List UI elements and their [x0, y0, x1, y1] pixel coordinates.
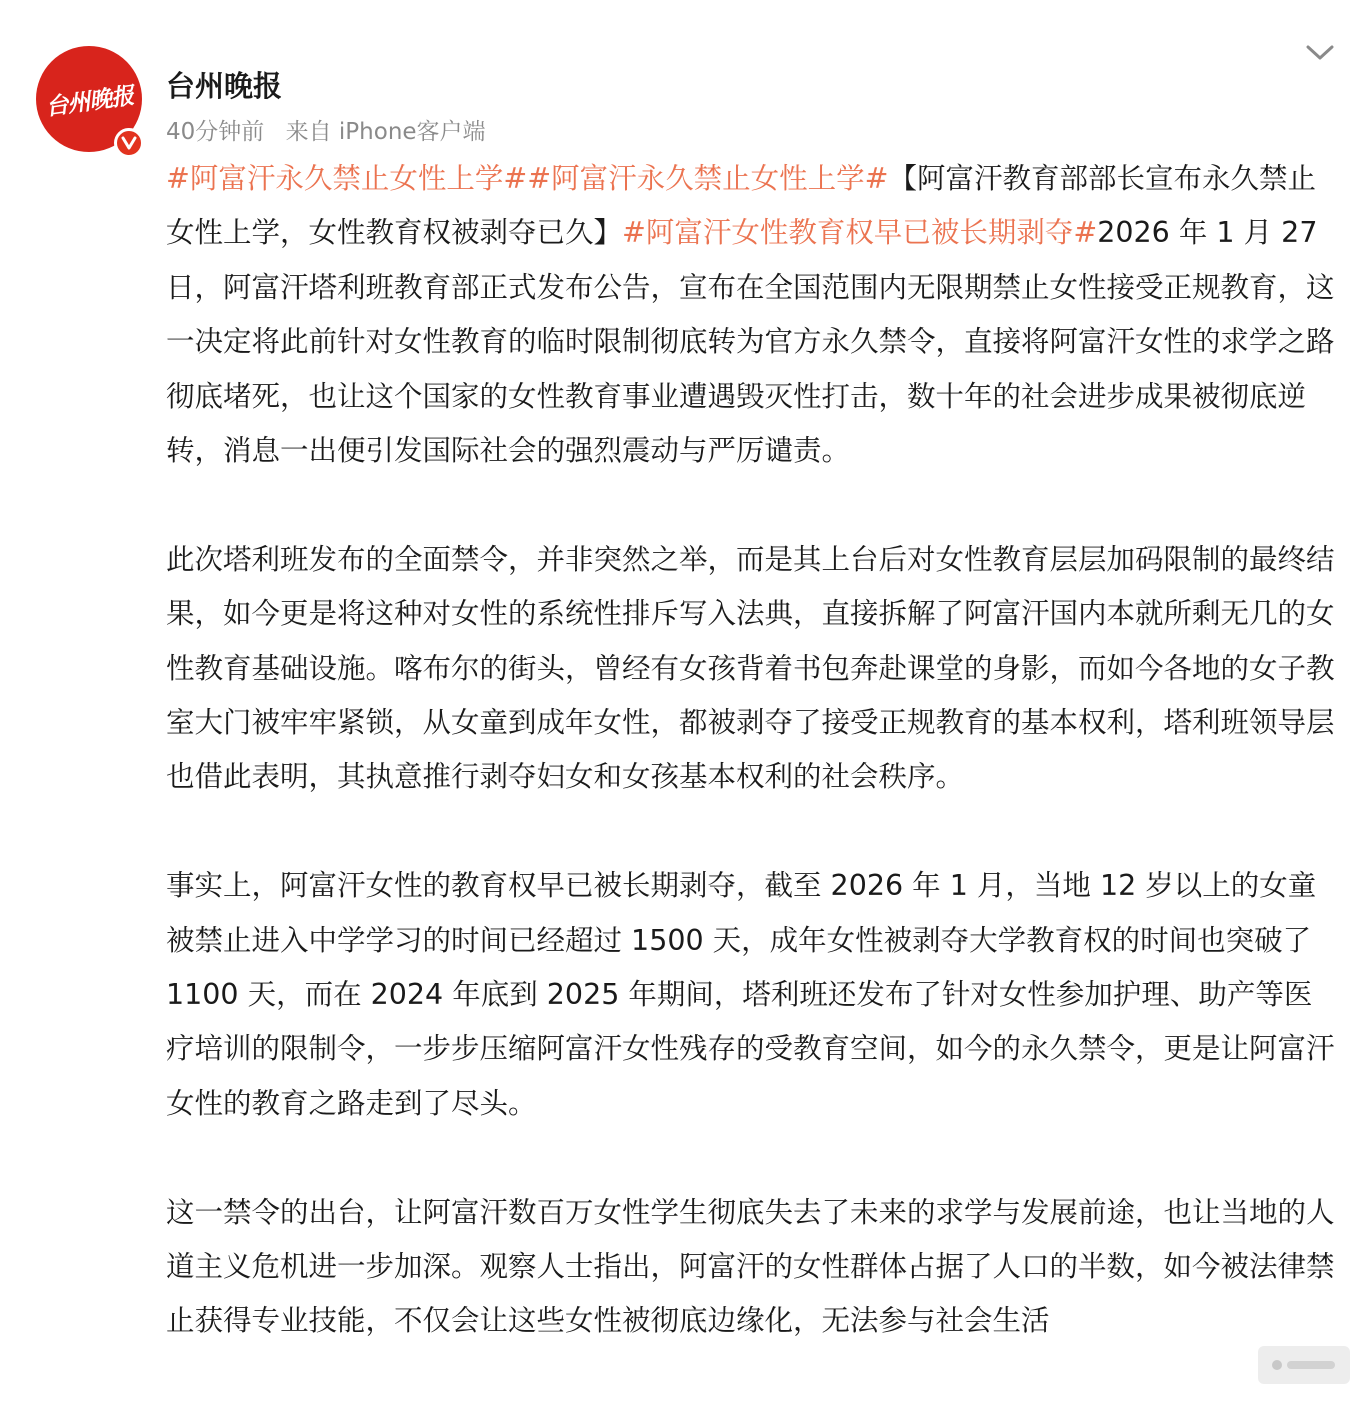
topic-link[interactable]: #阿富汗女性教育权早已被长期剥夺#: [622, 216, 1098, 250]
post-time[interactable]: 40分钟前: [166, 119, 265, 145]
topic-link[interactable]: #阿富汗永久禁止女性上学#: [527, 162, 889, 195]
chevron-down-icon: [1306, 45, 1334, 61]
paragraph-1: [166, 152, 1336, 478]
weibo-watermark-icon: [1258, 1346, 1350, 1384]
paragraph-3: 事实上，阿富汗女性的教育权早已被长期剥夺，截至 2026 年 1 月，当地 12 岁以上的女童被禁止进入中学学习的时间已经超过 1500 天，成年女性被剥夺大学教育权的时间也突破了 1100 天，而在 2024 年底到 2025 年期间，塔利班还发布了针对女性参加护理、助产等医疗培训的限制令，一步步压缩阿富汗女性残存的受教育空间，如今的永久禁令，更是让阿富汗女性的教育之路走到了尽头。: [166, 869, 1335, 1120]
paragraph-2: 此次塔利班发布的全面禁令，并非突然之举，而是其上台后对女性教育层层加码限制的最终结果，如今更是将这种对女性的系统性排斥写入法典，直接拆解了阿富汗国内本就所剩无几的女性教育基础设施。喀布尔的街头，曾经有女孩背着书包奔赴课堂的身影，而如今各地的女子教室大门被牢牢紧锁，从女童到成年女性，都被剥夺了接受正规教育的基本权利，塔利班领导层也借此表明，其执意推行剥夺妇女和女孩基本权利的社会秩序。: [166, 542, 1335, 794]
avatar-logo-text: 台州晚报: [43, 81, 135, 121]
post-source: 来自 iPhone客户端: [285, 119, 486, 145]
paragraph-4: 这一禁令的出台，让阿富汗数百万女性学生彻底失去了未来的求学与发展前途，也让当地的人道主义危机进一步加深。观察人士指出，阿富汗的女性群体占据了人口的半数，如今被法律禁止获得专业技能，不仅会让这些女性被彻底边缘化，无法参与社会生活: [166, 1195, 1335, 1338]
post-content: [166, 152, 1336, 1403]
post-headline: 【阿富汗教育部部长宣布永久禁止女性上学，女性教育权被剥夺已久】: [166, 162, 1317, 250]
author-name[interactable]: 台州晚报: [166, 69, 283, 103]
avatar[interactable]: [36, 46, 146, 156]
paragraph-1-text: 2026 年 1 月 27 日，阿富汗塔利班教育部正式发布公告，宣布在全国范围内无限期禁止女性接受正规教育，这一决定将此前针对女性教育的临时限制彻底转为官方永久禁令，直接将阿富汗女性的求学之路彻底堵死，也让这个国家的女性教育事业遭遇毁灭性打击，数十年的社会进步成果被彻底逆转，消息一出便引发国际社会的强烈震动与严厉谴责。: [166, 216, 1335, 468]
more-options-button[interactable]: [1300, 36, 1340, 70]
verified-v-icon: [114, 128, 144, 158]
topic-link[interactable]: #阿富汗永久禁止女性上学#: [166, 162, 528, 195]
post-meta: [166, 116, 486, 148]
